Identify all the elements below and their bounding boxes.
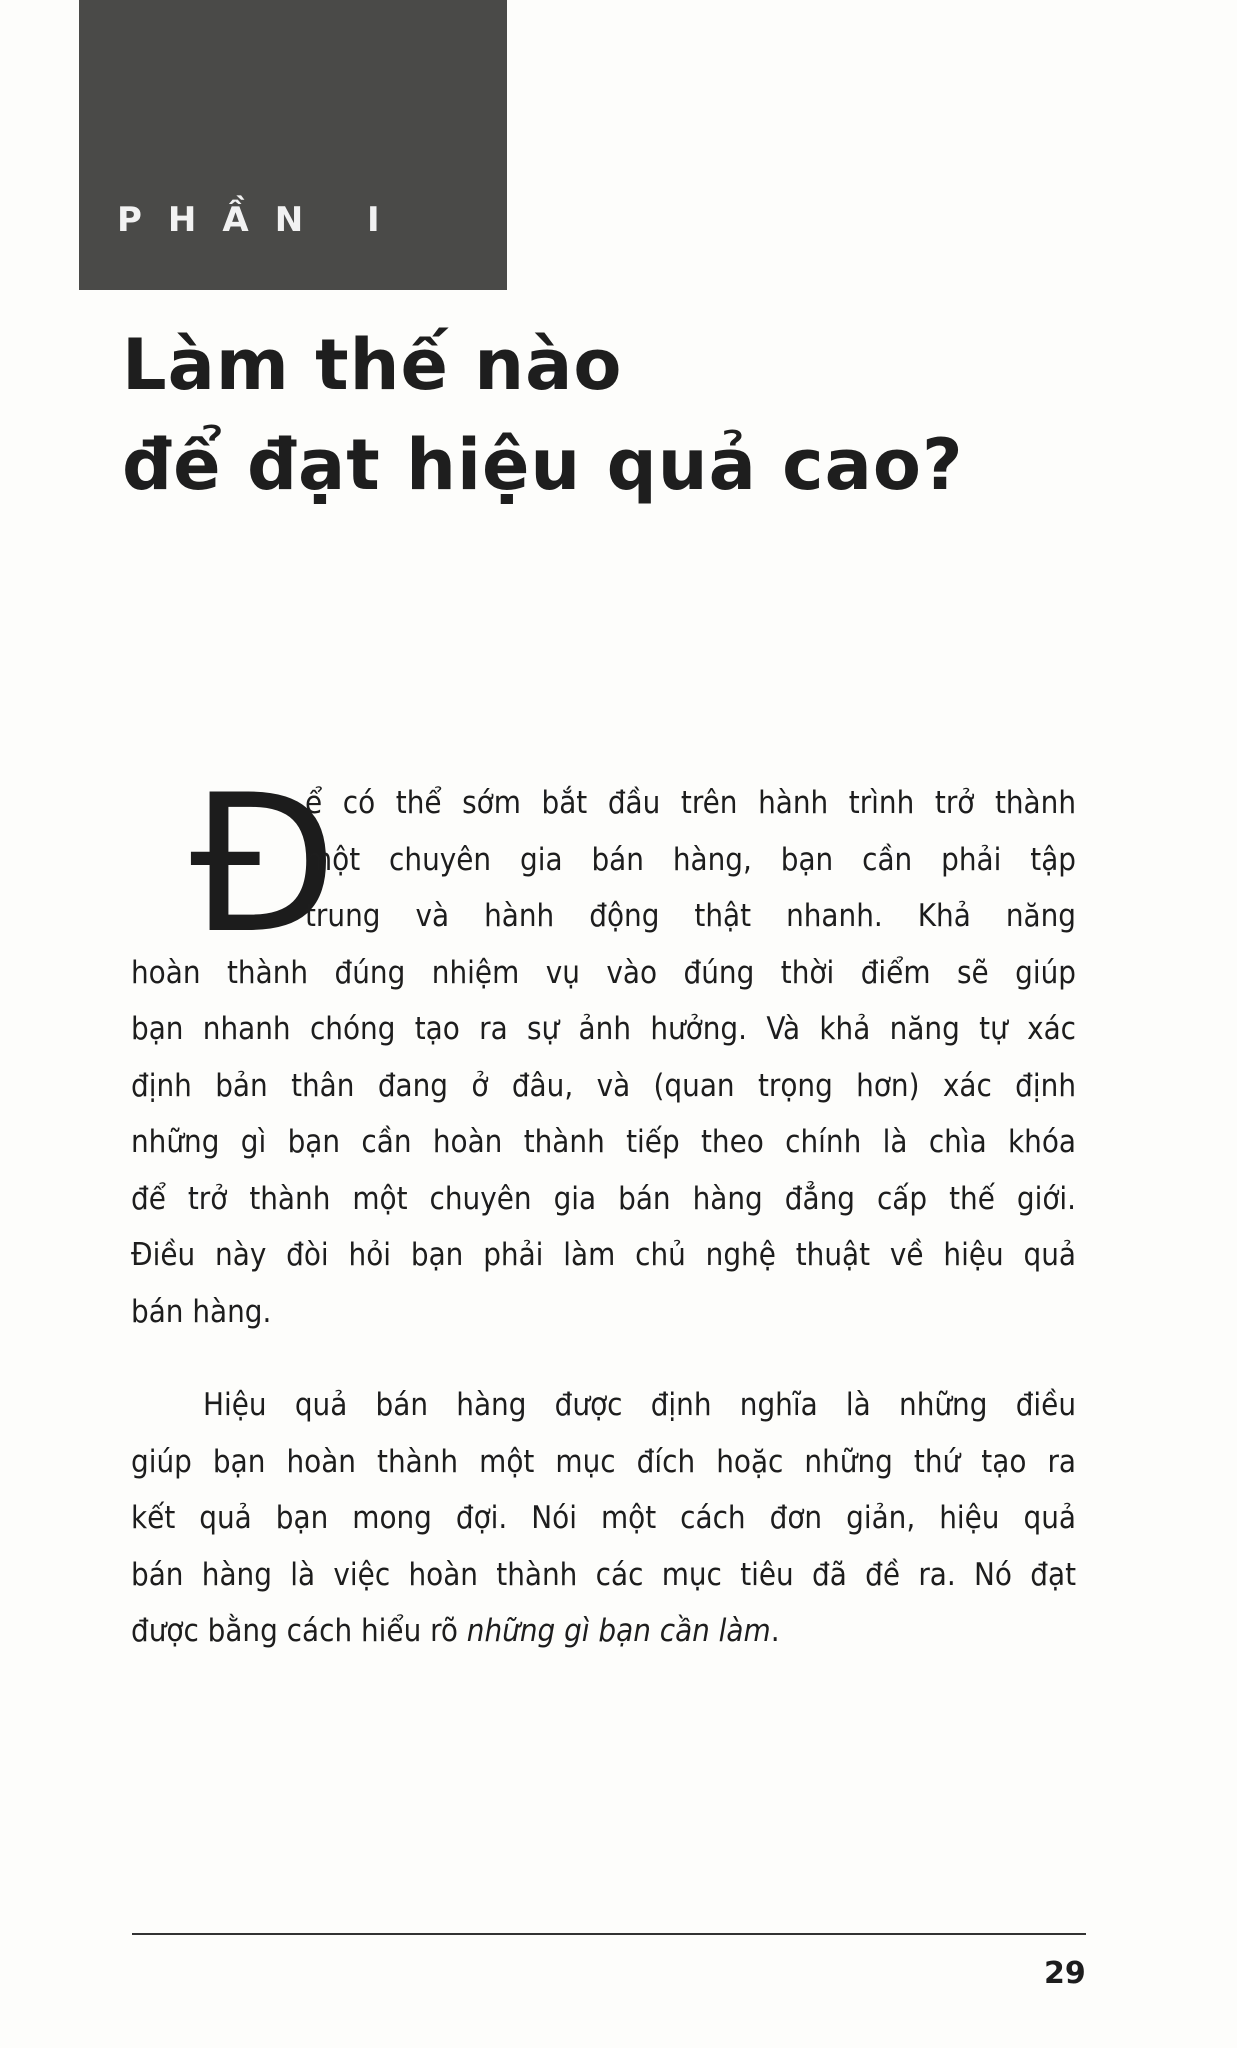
emphasis-text: những gì bạn cần làm <box>466 1613 771 1649</box>
text-line: hoàn thành đúng nhiệm vụ vào đúng thời điểm sẽ giúp <box>131 954 1076 991</box>
text-line: bán hàng. <box>131 1293 272 1330</box>
text-line: bán hàng là việc hoàn thành các mục tiêu đã đề ra. Nó đạt <box>131 1556 1076 1593</box>
text-line: một chuyên gia bán hàng, bạn cần phải tập <box>305 841 1076 878</box>
text-line: giúp bạn hoàn thành một mục đích hoặc những thứ tạo ra <box>131 1443 1076 1480</box>
drop-cap: Đ <box>190 754 338 975</box>
text-line: Hiệu quả bán hàng được định nghĩa là những điều <box>203 1387 1076 1423</box>
text-line: bạn nhanh chóng tạo ra sự ảnh hưởng. Và khả năng tự xác <box>131 1011 1076 1047</box>
text: . <box>770 1613 780 1649</box>
chapter-title <box>122 315 964 515</box>
part-header-box <box>79 0 507 290</box>
text-line: kết quả bạn mong đợi. Nói một cách đơn giản, hiệu quả <box>131 1500 1076 1536</box>
paragraph-2-last-line <box>131 1611 780 1651</box>
text-line: ể có thể sớm bắt đầu trên hành trình trở thành <box>305 785 1076 821</box>
text-line: những gì bạn cần hoàn thành tiếp theo chính là chìa khóa <box>131 1124 1076 1160</box>
text-line: Điều này đòi hỏi bạn phải làm chủ nghệ thuật về hiệu quả <box>131 1237 1076 1273</box>
footer-rule <box>132 1933 1086 1935</box>
part-label: PHẦN I <box>117 200 406 240</box>
text-line: định bản thân đang ở đâu, và (quan trọng hơn) xác định <box>131 1067 1076 1104</box>
page-number: 29 <box>1044 1956 1086 1991</box>
text-line: trung và hành động thật nhanh. Khả năng <box>305 898 1076 934</box>
text-line: để trở thành một chuyên gia bán hàng đẳng cấp thế giới. <box>131 1180 1076 1217</box>
text: được bằng cách hiểu rõ <box>131 1613 467 1649</box>
title-line-1: Làm thế nào <box>122 324 623 406</box>
title-line-2: để đạt hiệu quả cao? <box>122 424 964 506</box>
